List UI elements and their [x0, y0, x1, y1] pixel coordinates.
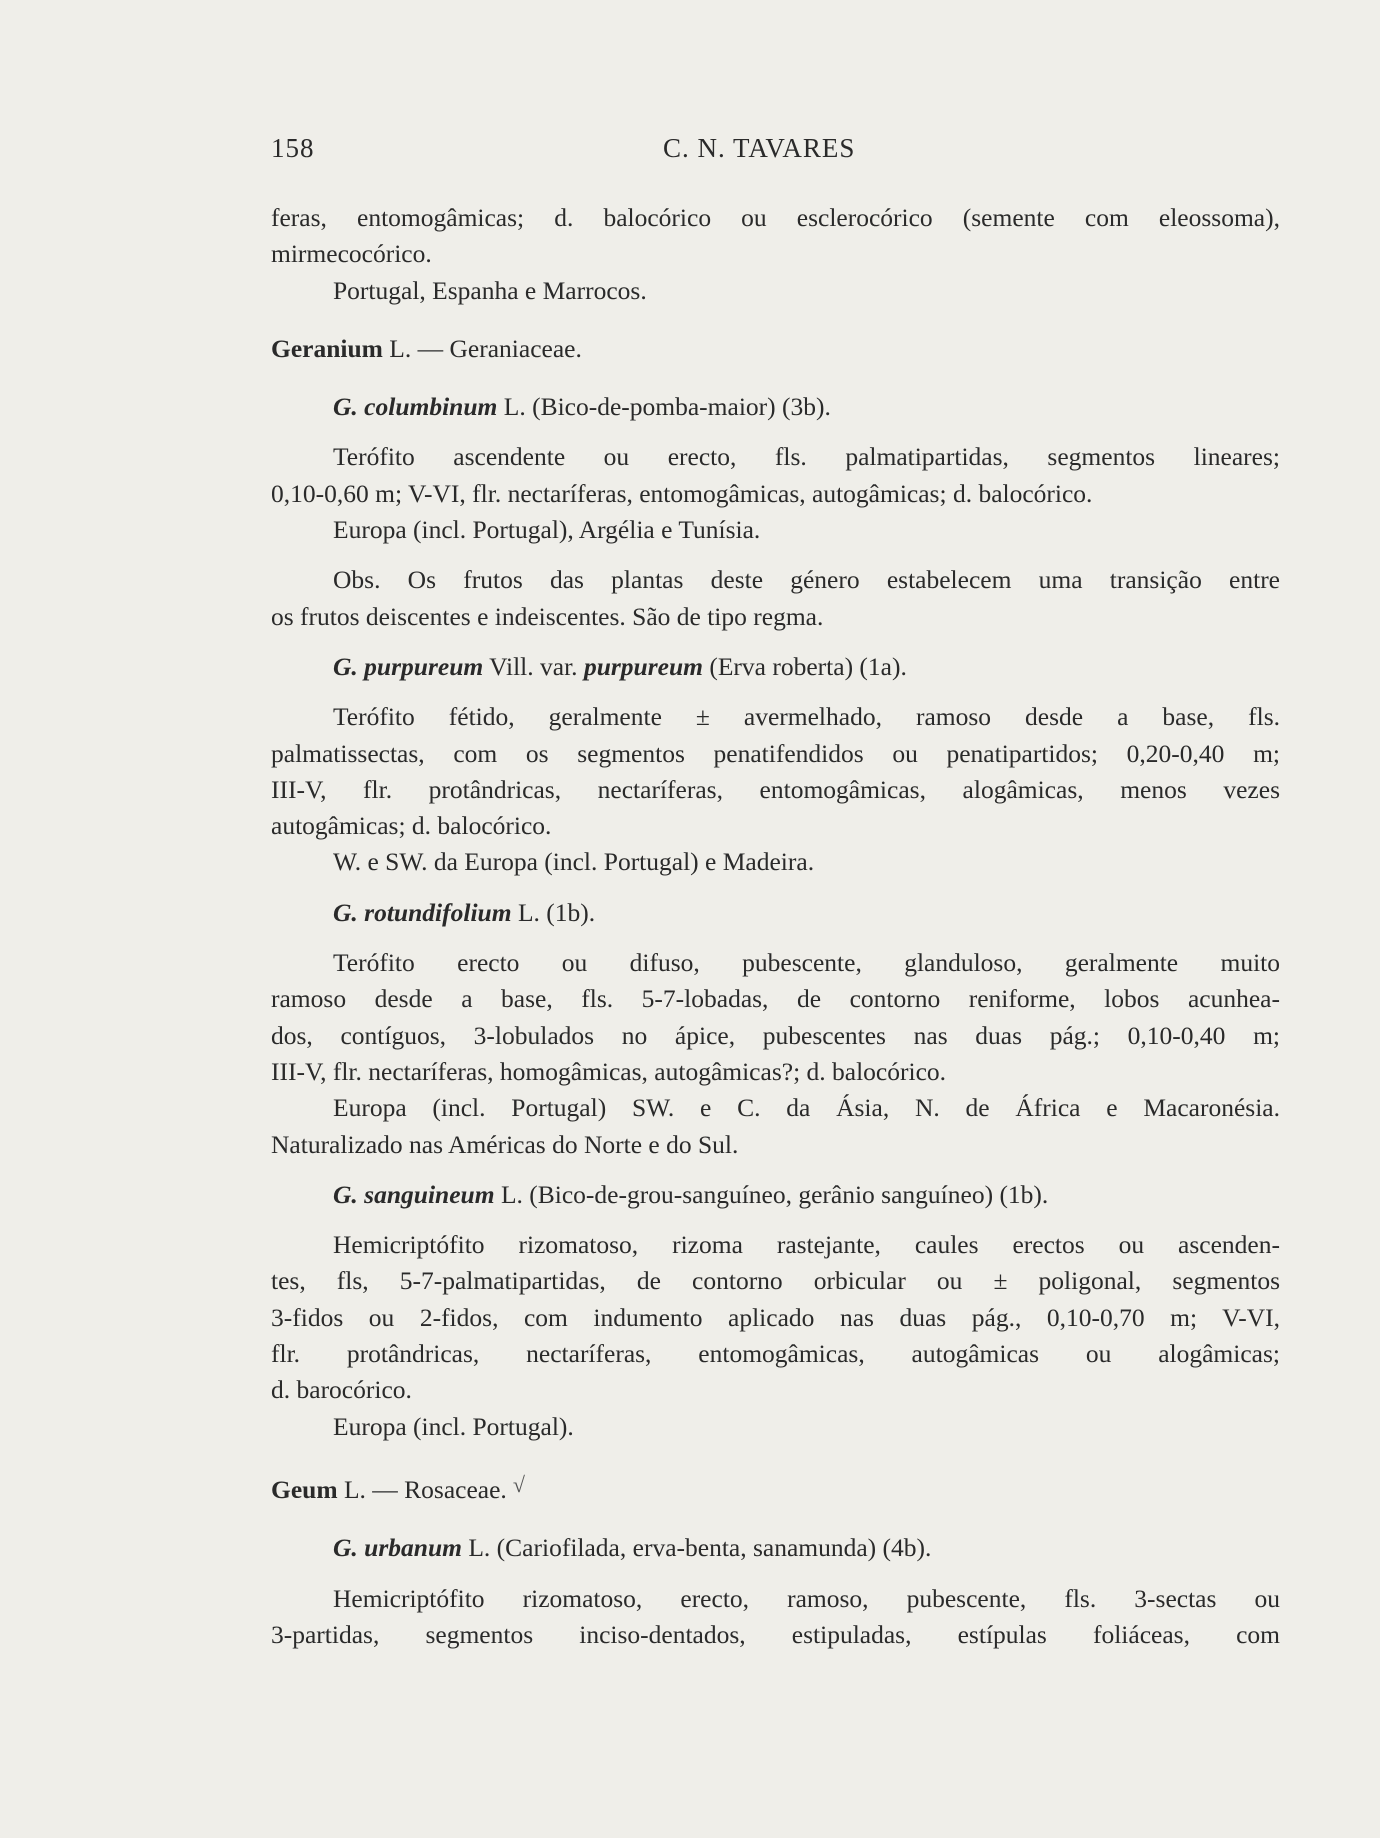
species-name: G. sanguineum	[333, 1179, 495, 1209]
species-rest: L. (Cariofilada, erva-benta, sanamunda) (4b).	[461, 1533, 932, 1563]
text-line: palmatissectas, com os segmentos penatifendidos ou penatipartidos; 0,20-0,40 m;	[271, 738, 1280, 768]
genus-family: L. — Rosaceae.	[337, 1474, 507, 1504]
species-name: G. columbinum	[333, 392, 498, 422]
species-heading	[271, 649, 1280, 685]
text-line: III-V, flr. nectaríferas, homogâmicas, autogâmicas?; d. balocórico.	[271, 1056, 947, 1086]
text-line: tes, fls, 5-7-palmatipartidas, de contorno orbicular ou ± poligonal, segmentos	[271, 1266, 1280, 1296]
species-name: G. purpureum	[333, 651, 484, 681]
body-text	[271, 200, 1280, 1653]
species-heading	[271, 1177, 1280, 1213]
text-line: Hemicriptófito rizomatoso, erecto, ramoso, pubescente, fls. 3-sectas ou	[333, 1583, 1280, 1613]
text-line: flr. protândricas, nectaríferas, entomogâmicas, autogâmicas ou alogâmicas;	[271, 1339, 1280, 1369]
species-name: G. rotundifolium	[333, 897, 512, 927]
distribution-line: Europa (incl. Portugal), Argélia e Tunísia.	[333, 515, 761, 545]
distribution-line: W. e SW. da Europa (incl. Portugal) e Madeira.	[333, 847, 815, 877]
species-heading	[271, 389, 1280, 425]
running-header	[271, 133, 1271, 173]
distribution-line: Europa (incl. Portugal) SW. e C. da Ásia, N. de África e Macaronésia.	[333, 1093, 1280, 1123]
text-line: III-V, flr. protândricas, nectaríferas, entomogâmicas, alogâmicas, menos vezes	[271, 774, 1280, 804]
text-line: feras, entomogâmicas; d. balocórico ou esclerocórico (semente com eleossoma),	[271, 203, 1280, 232]
text-line: Terófito fétido, geralmente ± avermelhado, ramoso desde a base, fls.	[333, 702, 1280, 732]
running-author: C. N. TAVARES	[663, 133, 856, 163]
text-line: Terófito ascendente ou erecto, fls. palmatipartidas, segmentos lineares;	[333, 442, 1280, 472]
page-number: 158	[271, 133, 315, 163]
distribution-line: Naturalizado nas Américas do Norte e do Sul.	[271, 1129, 739, 1159]
text-line: 3-fidos ou 2-fidos, com indumento aplicado nas duas pág., 0,10-0,70 m; V-VI,	[271, 1302, 1280, 1332]
text-line: 3-partidas, segmentos inciso-dentados, estipuladas, estípulas foliáceas, com	[271, 1619, 1280, 1649]
text-line: ramoso desde a base, fls. 5-7-lobadas, de contorno reniforme, lobos acunhea-	[271, 984, 1280, 1014]
text-line: Hemicriptófito rizomatoso, rizoma rastejante, caules erectos ou ascenden-	[333, 1230, 1280, 1260]
text-line: autogâmicas; d. balocórico.	[271, 811, 552, 841]
genus-name: Geranium	[271, 333, 383, 363]
species-rest: L. (1b).	[511, 897, 596, 927]
species-rest: L. (Bico-de-pomba-maior) (3b).	[497, 392, 831, 422]
species-heading	[271, 1530, 1280, 1566]
genus-family: L. — Geraniaceae.	[382, 333, 582, 363]
text-line: Terófito erecto ou difuso, pubescente, glanduloso, geralmente muito	[333, 948, 1280, 978]
species-rest: (Erva roberta) (1a).	[702, 651, 907, 681]
variety-name: purpureum	[583, 651, 703, 681]
species-heading	[271, 895, 1280, 931]
text-line: mirmecocórico.	[271, 239, 432, 269]
distribution-line: Europa (incl. Portugal).	[333, 1411, 574, 1441]
text-line: Obs. Os frutos das plantas deste género estabelecem uma transição entre	[333, 565, 1280, 595]
species-name: G. urbanum	[333, 1533, 462, 1563]
species-rest: Vill. var.	[483, 651, 584, 681]
text-line: os frutos deiscentes e indeiscentes. São de tipo regma.	[271, 601, 824, 631]
genus-heading	[271, 331, 1280, 367]
genus-heading	[271, 1467, 1280, 1508]
distribution-line: Portugal, Espanha e Marrocos.	[333, 275, 647, 305]
check-mark: √	[512, 1471, 525, 1497]
species-rest: L. (Bico-de-grou-sanguíneo, gerânio sanguíneo) (1b).	[494, 1179, 1049, 1209]
text-line: 0,10-0,60 m; V-VI, flr. nectaríferas, entomogâmicas, autogâmicas; d. balocórico.	[271, 478, 1093, 508]
genus-name: Geum	[271, 1474, 338, 1504]
text-line: dos, contíguos, 3-lobulados no ápice, pubescentes nas duas pág.; 0,10-0,40 m;	[271, 1020, 1280, 1050]
text-line: d. barocórico.	[271, 1375, 412, 1405]
